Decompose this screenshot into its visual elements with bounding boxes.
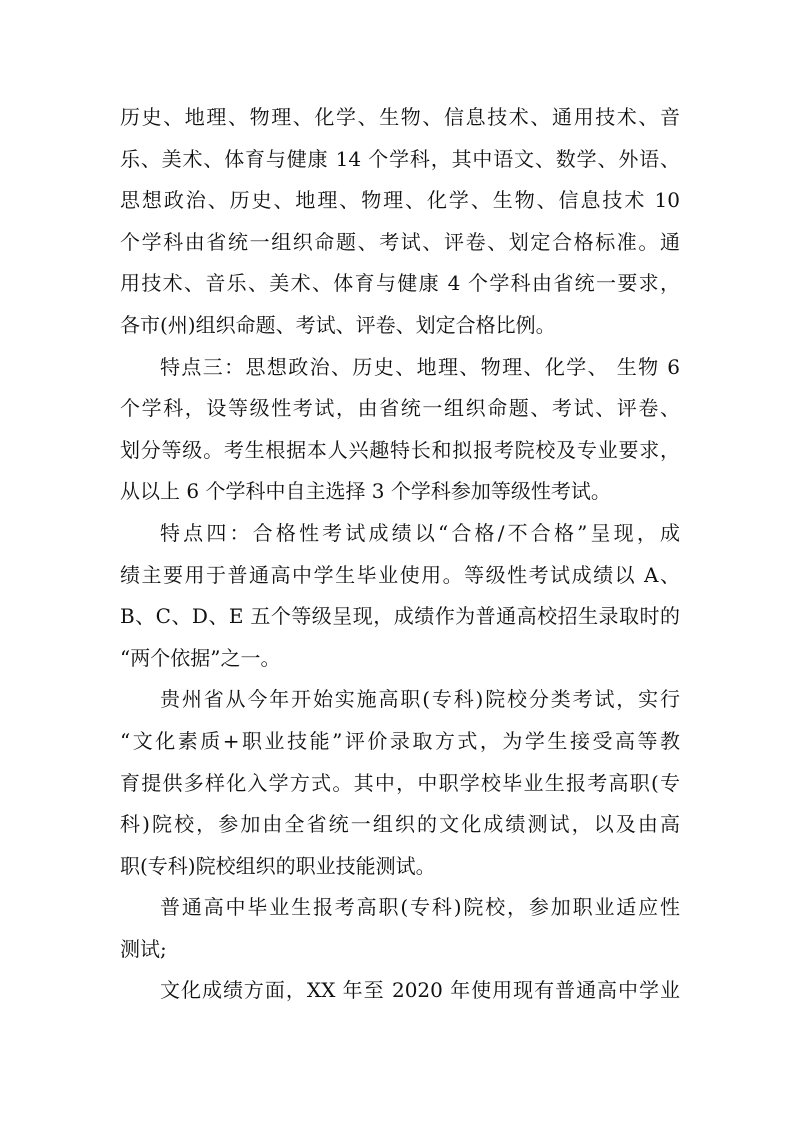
text-line: 贵州省从今年开始实施高职(专科)院校分类考试，实行 xyxy=(160,687,680,712)
text-line: 职(专科)院校组织的职业技能测试。 xyxy=(120,853,436,878)
text-line: 特点四：合格性考试成绩以“合格/不合格”呈现，成 xyxy=(160,520,680,545)
text-line: 思想政治、历史、地理、物理、化学、生物、信息技术 10 xyxy=(120,188,680,213)
text-line: 各市(州)组织命题、考试、评卷、划定合格比例。 xyxy=(120,312,556,337)
text-line: 测试; xyxy=(120,936,167,961)
text-line: 文化成绩方面，XX 年至 2020 年使用现有普通高中学业 xyxy=(160,978,680,1003)
text-line: 从以上 6 个学科中自主选择 3 个学科参加等级性考试。 xyxy=(120,479,611,504)
text-line: “两个依据”之一。 xyxy=(120,645,281,670)
text-line: “文化素质+职业技能”评价录取方式，为学生接受高等教 xyxy=(120,728,680,753)
text-line: 特点三：思想政治、历史、地理、物理、化学、 生物 6 xyxy=(160,354,680,379)
text-line: B、C、D、E 五个等级呈现，成绩作为普通高校招生录取时的 xyxy=(120,604,680,629)
text-line: 绩主要用于普通高中学生毕业使用。等级性考试成绩以 A、 xyxy=(120,562,680,587)
text-line: 普通高中毕业生报考高职(专科)院校，参加职业适应性 xyxy=(160,895,680,920)
text-line: 历史、地理、物理、化学、生物、信息技术、通用技术、音 xyxy=(120,105,680,129)
text-line: 科)院校，参加由全省统一组织的文化成绩测试，以及由高 xyxy=(120,812,680,837)
text-line: 个学科由省统一组织命题、考试、评卷、划定合格标准。通 xyxy=(120,229,680,254)
document-body xyxy=(120,97,680,1012)
text-line: 个学科，设等级性考试，由省统一组织命题、考试、评卷、 xyxy=(120,396,680,421)
text-line: 划分等级。考生根据本人兴趣特长和拟报考院校及专业要求， xyxy=(120,437,680,462)
text-line: 用技术、音乐、美术、体育与健康 4 个学科由省统一要求， xyxy=(120,271,680,296)
text-line: 乐、美术、体育与健康 14 个学科，其中语文、数学、外语、 xyxy=(120,146,680,171)
text-line: 育提供多样化入学方式。其中，中职学校毕业生报考高职(专 xyxy=(120,770,680,795)
